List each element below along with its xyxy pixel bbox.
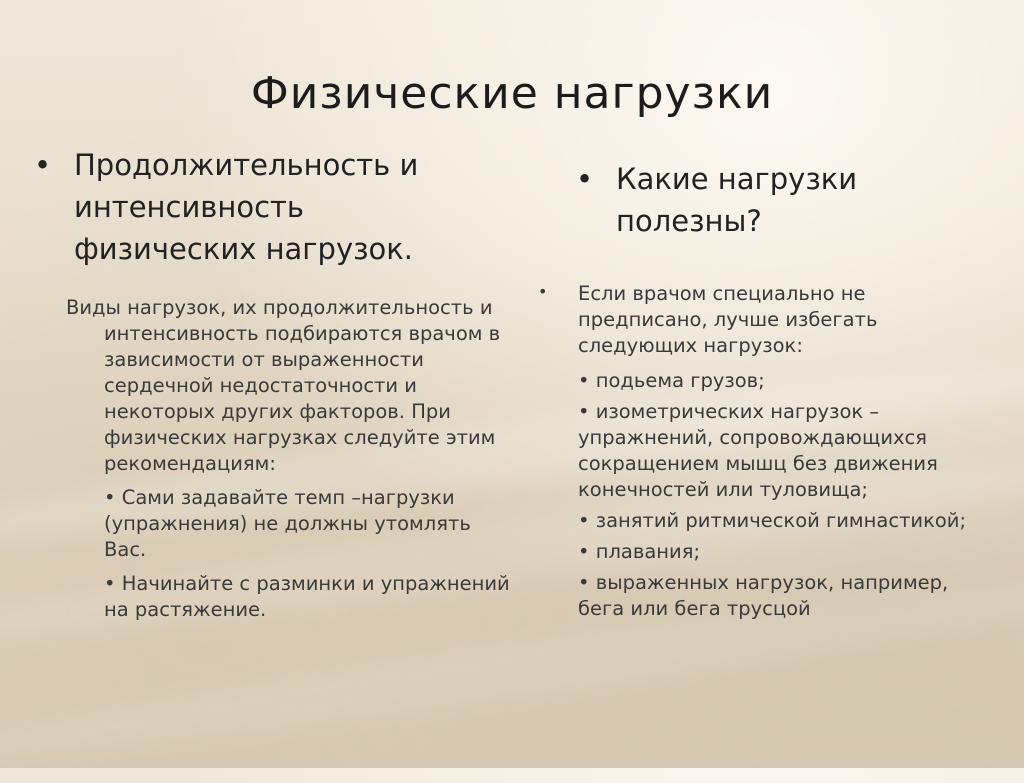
right-heading (576, 158, 946, 242)
slide-title: Физические нагрузки (250, 68, 774, 119)
bullet-marker: • (34, 148, 52, 182)
list-item: • подьема грузов; (578, 369, 765, 392)
list-item: • занятий ритмической гимнастикой; (578, 509, 967, 532)
list-item: • изометрических нагрузок – упражнений, сопровождающихся сокращением мышц без движения конечностей или туловища; (578, 400, 938, 501)
right-body-lead-wrap (538, 281, 978, 359)
left-heading (34, 144, 494, 270)
list-item: • выраженных нагрузок, например, бега или бега трусцой (578, 571, 949, 620)
left-heading-text: Продолжительность и интенсивность физических нагрузок. (74, 148, 419, 266)
list-item: • плавания; (578, 540, 701, 563)
left-body-lead: Виды нагрузок, их продолжительность и интенсивность подбираются врачом в зависимости от выраженности сердечной недостаточности и некоторых других факторов. При физических нагрузках следуйте этим рекомендациям: (66, 296, 501, 475)
list-item: • Сами задавайте темп –нагрузки (упражнения) не должны утомлять Вас. (104, 486, 471, 561)
right-body (538, 281, 978, 627)
right-body-lead: Если врачом специально не предписано, лучше избегать следующих нагрузок: (578, 282, 878, 357)
bullet-marker: • (538, 282, 548, 301)
left-body (66, 295, 516, 631)
bullet-marker: • (576, 162, 594, 196)
right-heading-text: Какие нагрузки полезны? (616, 162, 858, 238)
list-item: • Начинайте с разминки и упражнений на растяжение. (104, 572, 510, 621)
